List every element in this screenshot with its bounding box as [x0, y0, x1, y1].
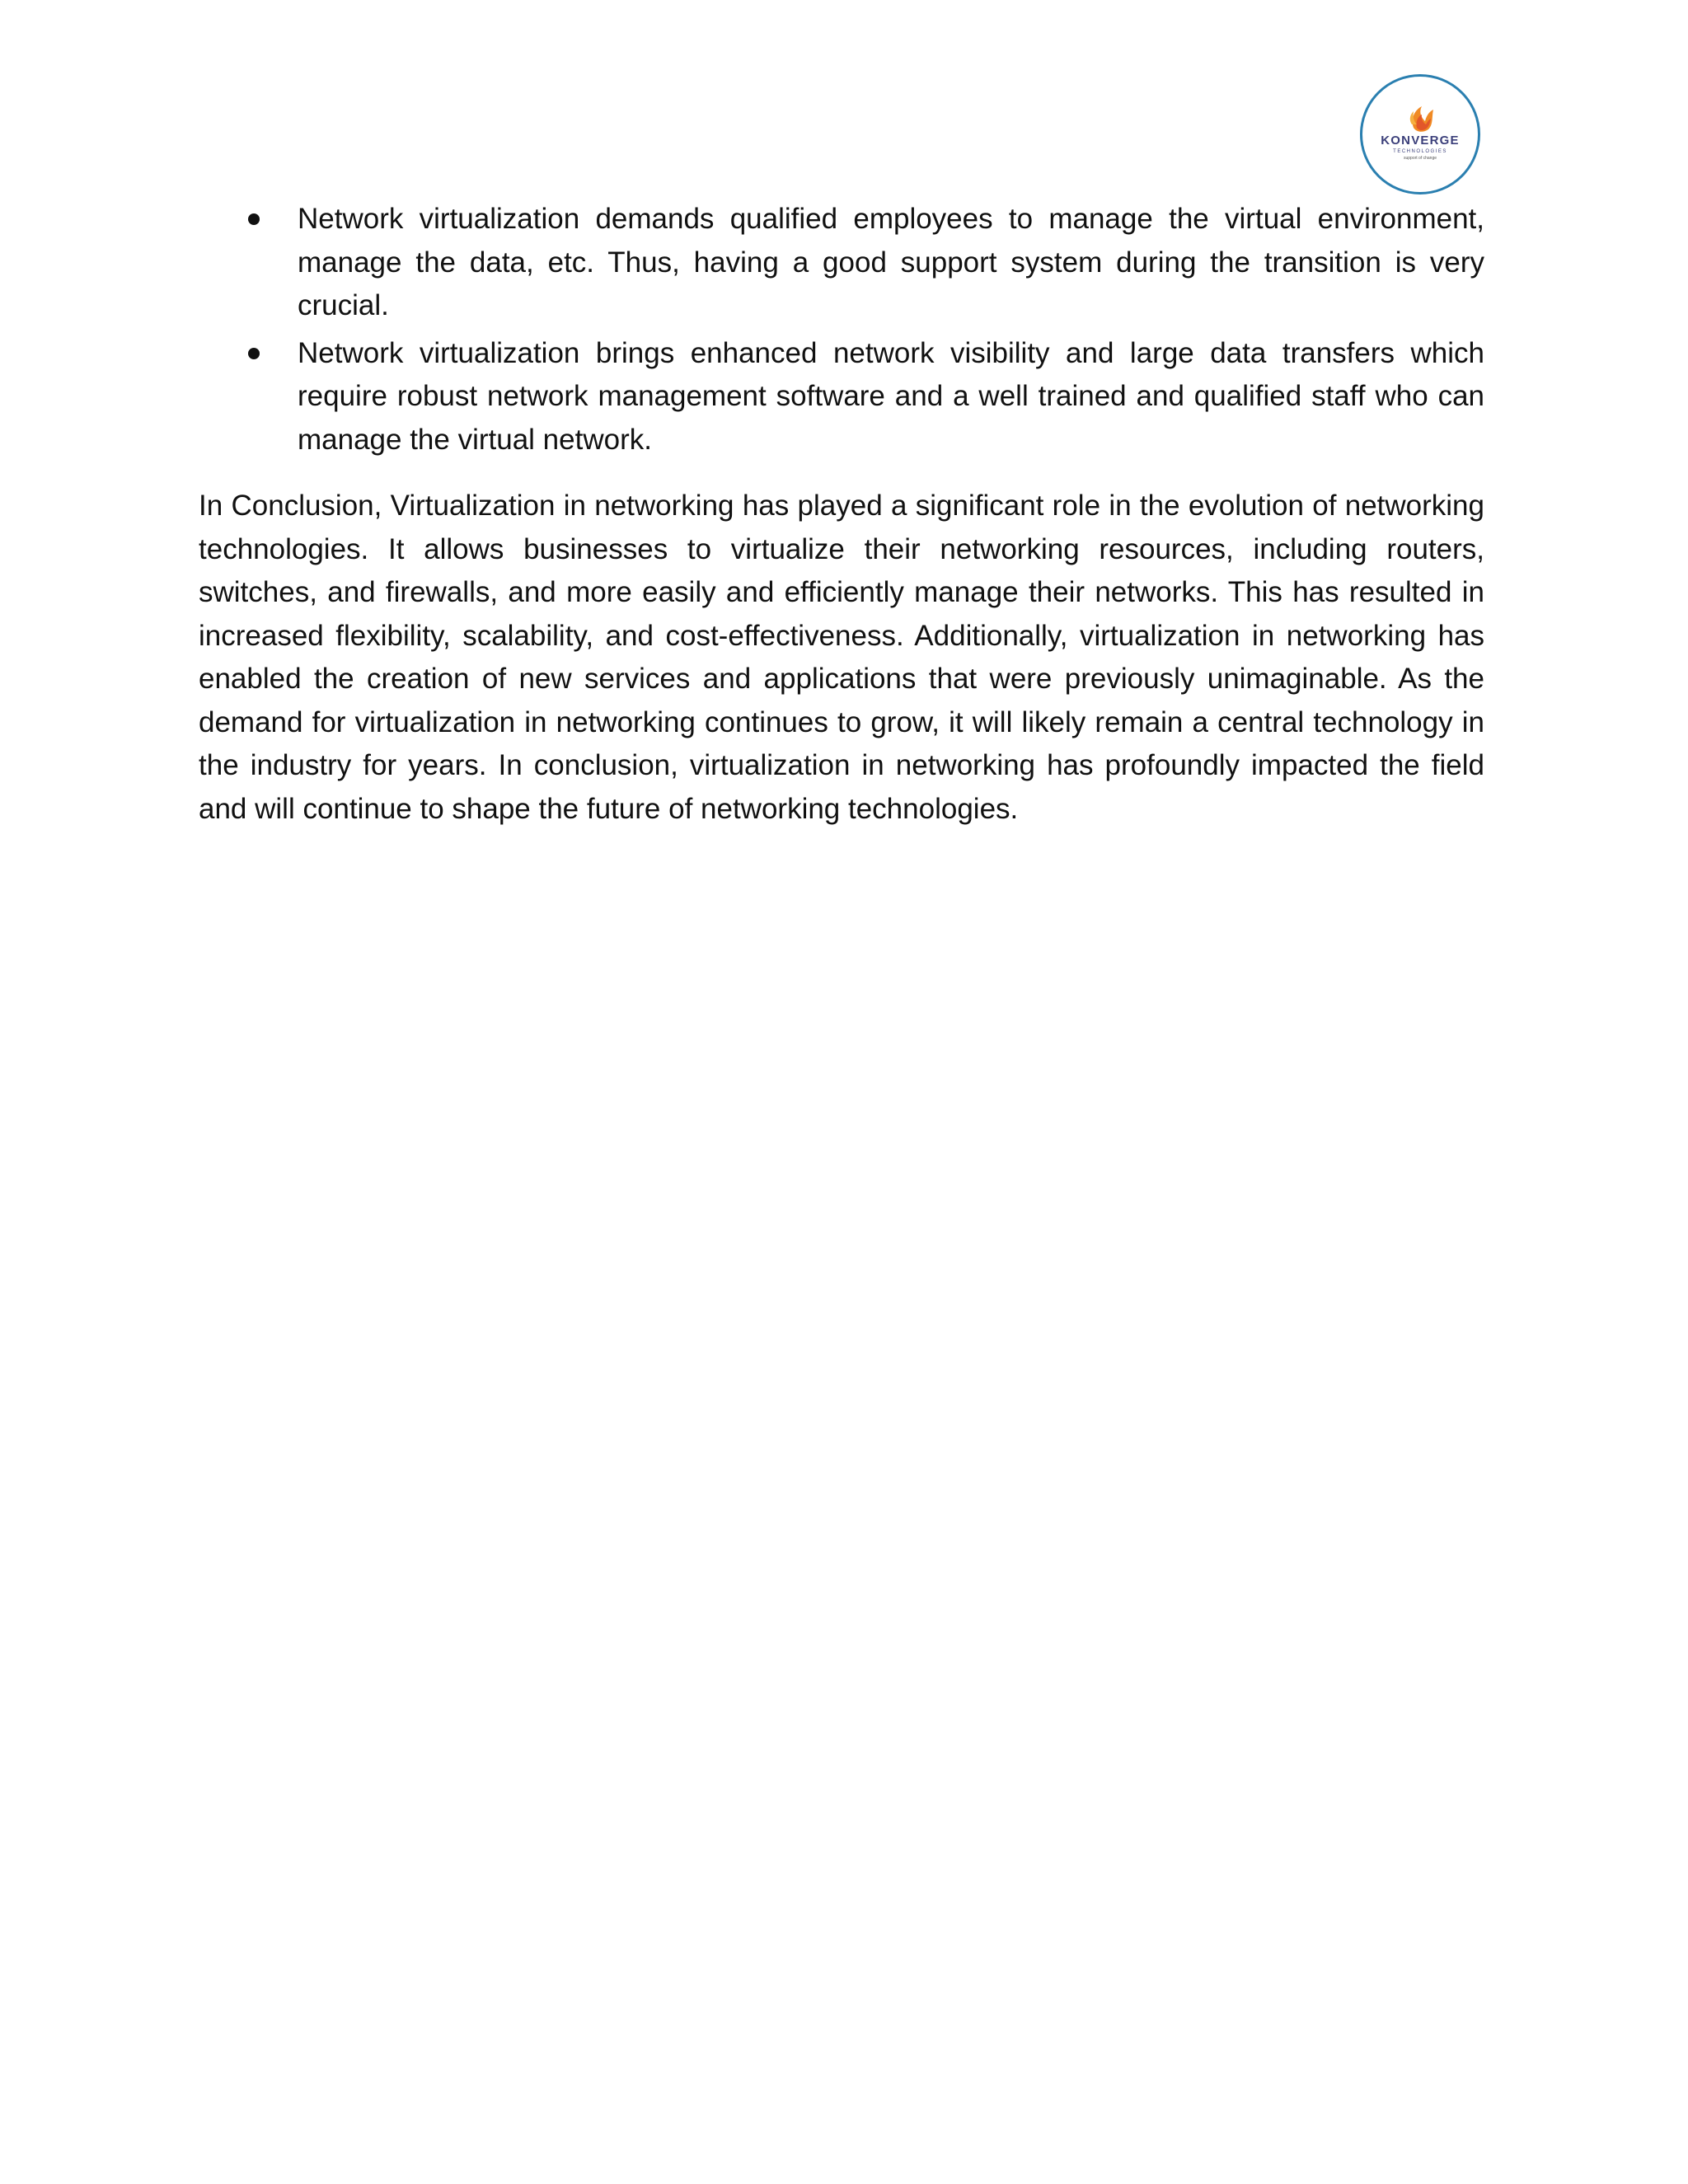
logo-tagline-text: support of change	[1403, 156, 1437, 161]
document-body	[199, 198, 1484, 831]
logo-sub-text: TECHNOLOGIES	[1393, 149, 1447, 154]
list-item-text: Network virtualization demands qualified employees to manage the virtual environment, manage the data, etc. Thus, having a good support system during the transition is very crucial.	[298, 203, 1484, 321]
logo-brand-text: KONVERGE	[1381, 134, 1460, 148]
bullet-list	[199, 198, 1484, 462]
flame-icon	[1410, 106, 1433, 132]
list-item	[199, 198, 1484, 328]
bullet-icon	[248, 213, 260, 225]
company-logo	[1360, 74, 1480, 194]
list-item-text: Network virtualization brings enhanced network visibility and large data transfers which require robust network management software and a well trained and qualified staff who can manage the virtual network.	[298, 336, 1484, 456]
conclusion-paragraph: In Conclusion, Virtualization in networking has played a significant role in the evolution of networking technologies. It allows businesses to virtualize their networking resources, including routers, switches, and firewalls, and more easily and efficiently manage their networks. This has resulted in increased flexibility, scalability, and cost-effectiveness. Additionally, virtualization in networking has enabled the creation of new services and applications that were previously unimaginable. As the demand for virtualization in networking continues to grow, it will likely remain a central technology in the industry for years. In conclusion, virtualization in networking has profoundly impacted the field and will continue to shape the future of networking technologies.	[199, 490, 1484, 825]
list-item	[199, 332, 1484, 462]
konverge-logo-graphic	[1362, 77, 1478, 192]
bullet-icon	[248, 348, 260, 359]
